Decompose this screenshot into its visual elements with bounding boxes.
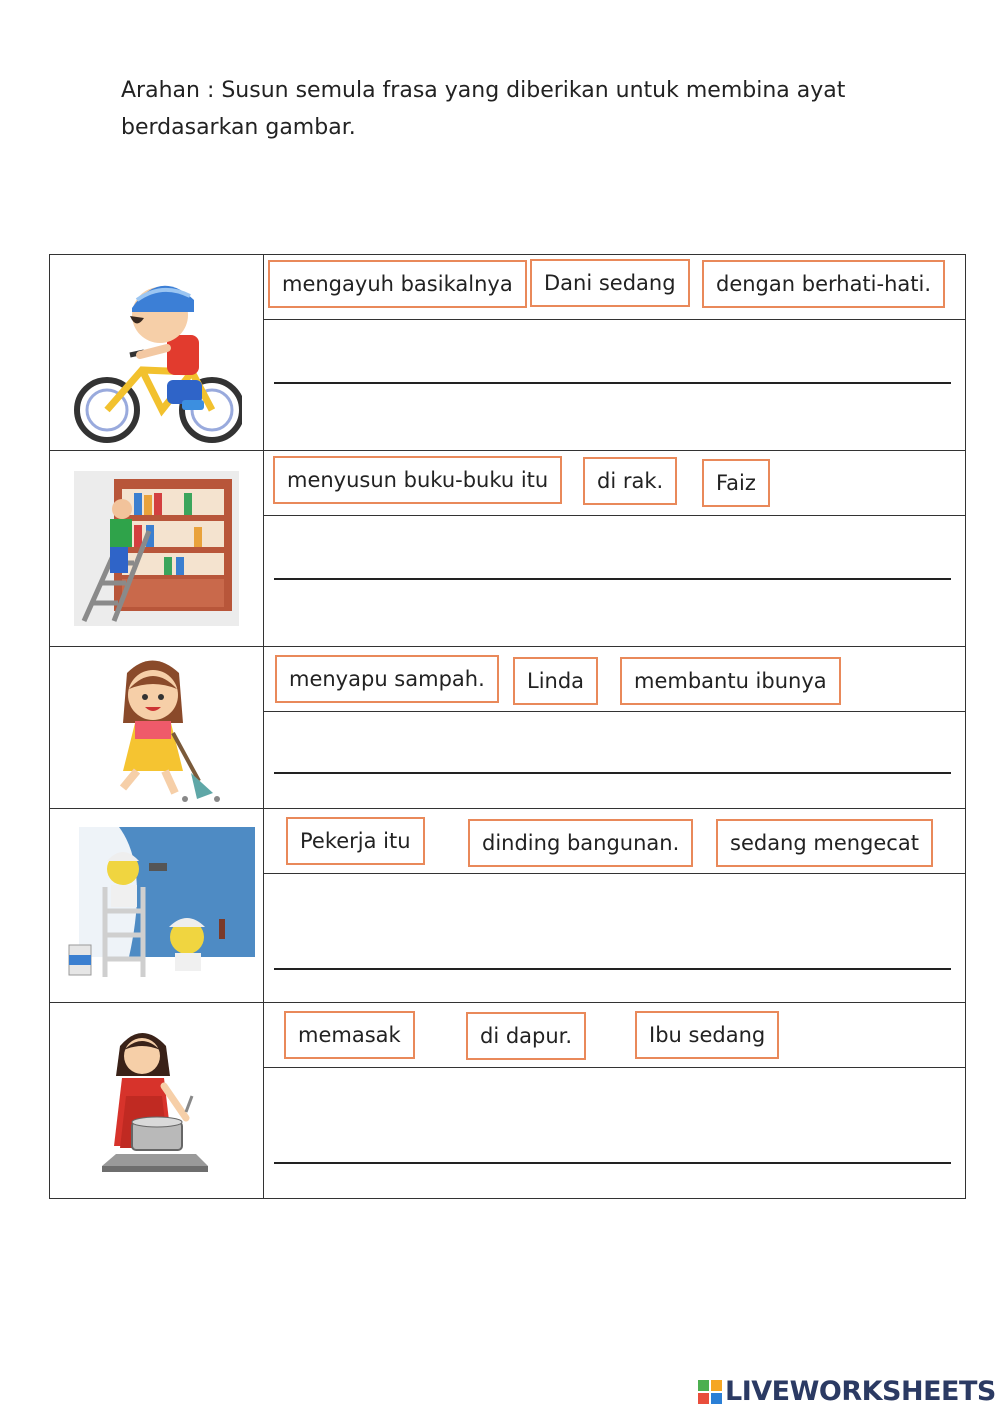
- painters-icon: [59, 827, 255, 985]
- phrase-chip[interactable]: di dapur.: [466, 1012, 586, 1060]
- answer-line[interactable]: [274, 578, 951, 580]
- table-row: [50, 451, 966, 516]
- worksheet-table: [49, 254, 966, 1199]
- phrase-chip[interactable]: Dani sedang: [530, 259, 690, 307]
- table-row: [50, 809, 966, 874]
- table-row: [50, 1003, 966, 1068]
- answer-area[interactable]: [264, 516, 966, 647]
- answer-area[interactable]: [264, 1068, 966, 1199]
- phrase-chip[interactable]: mengayuh basikalnya: [268, 260, 527, 308]
- answer-area[interactable]: [264, 712, 966, 809]
- phrase-bank: [264, 451, 966, 516]
- answer-line[interactable]: [274, 382, 951, 384]
- table-row: [50, 647, 966, 712]
- phrase-chip[interactable]: menyapu sampah.: [275, 655, 499, 703]
- boy-bookshelf-icon: [74, 471, 239, 626]
- answer-line[interactable]: [274, 968, 951, 970]
- row-image-cell: [50, 809, 264, 1003]
- phrase-bank: [264, 1003, 966, 1068]
- phrase-chip[interactable]: sedang mengecat: [716, 819, 933, 867]
- instruction-text: Arahan : Susun semula frasa yang diberikan untuk membina ayat berdasarkan gambar.: [121, 78, 846, 140]
- answer-area[interactable]: [264, 320, 966, 451]
- phrase-chip[interactable]: Faiz: [702, 459, 770, 507]
- phrase-chip[interactable]: menyusun buku-buku itu: [273, 456, 562, 504]
- phrase-chip[interactable]: memasak: [284, 1011, 415, 1059]
- phrase-chip[interactable]: membantu ibunya: [620, 657, 841, 705]
- phrase-chip[interactable]: Ibu sedang: [635, 1011, 779, 1059]
- phrase-chip[interactable]: dinding bangunan.: [468, 819, 693, 867]
- girl-sweeping-icon: [87, 653, 227, 803]
- phrase-bank: [264, 809, 966, 874]
- phrase-bank: [264, 255, 966, 320]
- row-image-cell: [50, 1003, 264, 1199]
- table-row: [50, 255, 966, 320]
- liveworksheets-logo: [698, 1376, 996, 1407]
- phrase-chip[interactable]: Pekerja itu: [286, 817, 425, 865]
- answer-line[interactable]: [274, 772, 951, 774]
- boy-cycling-icon: [72, 260, 242, 445]
- lws-logo-icon: [698, 1380, 722, 1404]
- answer-line[interactable]: [274, 1162, 951, 1164]
- row-image-cell: [50, 647, 264, 809]
- brand-name: LIVEWORKSHEETS: [725, 1376, 996, 1407]
- phrase-chip[interactable]: di rak.: [583, 457, 677, 505]
- answer-area[interactable]: [264, 874, 966, 1003]
- mother-cooking-icon: [92, 1026, 222, 1176]
- phrase-bank: [264, 647, 966, 712]
- phrase-chip[interactable]: dengan berhati-hati.: [702, 260, 945, 308]
- row-image-cell: [50, 255, 264, 451]
- phrase-chip[interactable]: Linda: [513, 657, 598, 705]
- row-image-cell: [50, 451, 264, 647]
